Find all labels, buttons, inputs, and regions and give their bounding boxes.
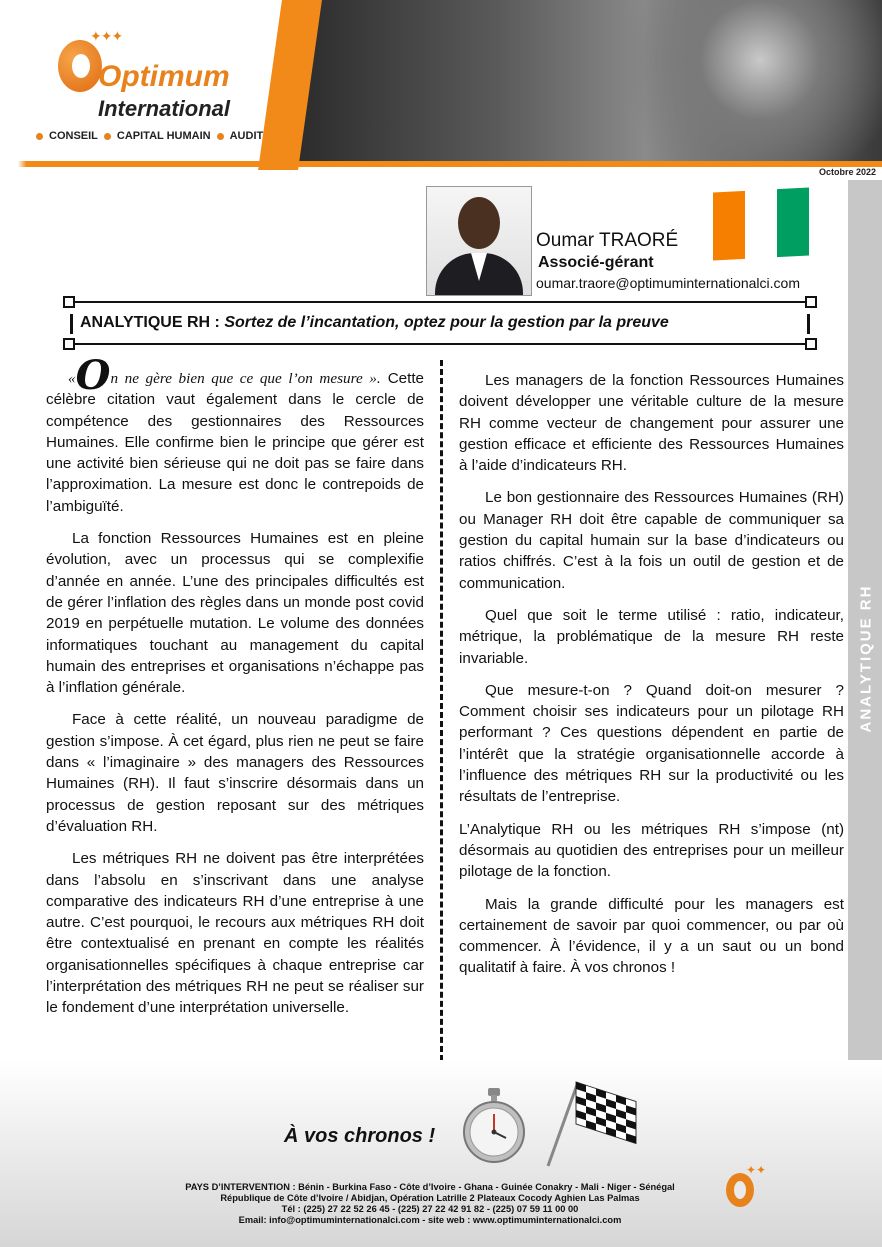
paragraph: Quel que soit le terme utilisé : ratio, indicateur, métrique, la problématique de la mesure RH reste invariable. (459, 606, 844, 667)
footer-address: République de Côte d’Ivoire / Abidjan, Opération Latrille 2 Plateaux Cocody Aghien Las Palmas (220, 1193, 640, 1203)
bullet-icon (36, 133, 43, 140)
author-face (458, 197, 500, 249)
cote-divoire-flag-icon (713, 187, 809, 260)
tagline-item: CONSEIL (49, 130, 98, 142)
paragraph: Les managers de la fonction Ressources Humaines doivent développer une véritable culture de la mesure RH comme vecteur de changement pour assurer une gestion efficace et efficiente des Ressources Humaines à l’aide d’indicateurs RH. (459, 372, 844, 475)
paragraph: Face à cette réalité, un nouveau paradigme de gestion s’impose. À cet égard, plus rien ne peut se faire dans « l’imaginaire » des managers des Ressources Humaines (RH). Il faut s’inscrire désormais dans un processus de gestion reposant sur des métriques d’évaluation RH. (46, 711, 424, 835)
flag-stripe-green (777, 187, 809, 257)
title-rule-bottom (68, 343, 812, 345)
title-bar-right (807, 314, 810, 334)
article-headline: Sortez de l’incantation, optez pour la gestion par la preuve (224, 314, 669, 331)
footer-countries: PAYS D’INTERVENTION : Bénin - Burkina Faso - Côte d’Ivoire - Ghana - Guinée Conakry - Mali - Niger - Sénégal (185, 1182, 675, 1192)
right-column (459, 370, 844, 990)
paragraph: L’Analytique RH ou les métriques RH s’impose (nt) désormais au quotidien des entreprises pour un meilleur pilotage de la fonction. (459, 820, 844, 881)
bullet-icon (104, 133, 111, 140)
footer-phone: Tél : (225) 27 22 52 26 45 - (225) 27 22 42 91 82 - (225) 07 59 11 00 00 (281, 1204, 579, 1214)
header (0, 0, 882, 170)
logo-subname: International (98, 96, 231, 121)
title-corner (805, 338, 817, 350)
paragraph: Le bon gestionnaire des Ressources Humaines (RH) ou Manager RH doit être capable de communiquer sa gestion du capital humain sur la base d’indicateurs ou ratios chiffrés. C’est à la fois un outil de gestion et de communication. (459, 489, 844, 592)
logo-stars-icon: ✦✦✦ (90, 28, 123, 44)
article-kicker: ANALYTIQUE RH : (80, 314, 220, 331)
header-orange-band (0, 161, 882, 167)
left-column (46, 352, 424, 1030)
side-label: ANALYTIQUE RH (857, 584, 875, 733)
footer-email-web[interactable]: Email: info@optimuminternationalci.com - site web : www.optimuminternationalci.com (238, 1215, 622, 1225)
title-corner (63, 296, 75, 308)
drop-cap: O (75, 352, 111, 399)
paragraph: Les métriques RH ne doivent pas être interprétées dans l’absolu en s’inscrivant dans une analyse comparative des indicateurs RH d’une entreprise à une autre. C’est pourquoi, le recours aux métriques RH doit être contextualisé en prenant en compte les réalités organisationnelles spécifiques à chaque entreprise car l’interprétation des métriques RH ne peut se réaliser sur le fondement d’une interprétation universelle. (46, 850, 424, 1017)
author-email[interactable]: oumar.traore@optimuminternationalci.com (536, 275, 800, 291)
title-bar-left (70, 314, 73, 334)
flag-stripe-white (745, 189, 777, 259)
author-role: Associé-gérant (538, 254, 654, 271)
stopwatch-icon (462, 1088, 526, 1164)
author-name: Oumar TRAORÉ (536, 230, 679, 251)
paragraph: La fonction Ressources Humaines est en pleine évolution, avec un processus qui se complexifie d’année en année. L’une des principales difficultés est de gérer l’inflation des règles dans un monde post covid 2019 en perpétuelle mutation. Le volume des données informatiques touchant au management du capital humain des entreprises et organisations n’échappe pas à l’inflation générale. (46, 530, 424, 697)
intro-paragraph (46, 352, 424, 517)
paragraph: Mais la grande difficulté pour les managers est certainement de savoir par quoi commencer, ou par où commencer. À l’évidence, il y a un saut ou un bond qualitatif à faire. À vos chronos ! (459, 895, 844, 977)
svg-text:✦✦: ✦✦ (746, 1163, 767, 1177)
stopwatch-photo-highlight (290, 0, 882, 162)
author-photo (426, 186, 532, 296)
title-rule-top (68, 301, 812, 303)
logo-mark-hole (72, 54, 90, 78)
checkered-flag-icon (540, 1078, 640, 1168)
intro-text: Cette célèbre citation vaut également dans le cercle de compétence des gestionnaires des Ressources Humaines. Elle confirme bien le principe que gérer est une activité bien sérieuse qui ne doit pas se faire dans l’approximation. La mesure est donc le contrepoids de l’ambiguïté. (46, 370, 424, 515)
footer-logo-icon (718, 1160, 768, 1210)
tagline-item: CAPITAL HUMAIN (116, 130, 211, 142)
title-corner (805, 296, 817, 308)
footer-slogan: À vos chronos ! (284, 1125, 436, 1147)
paragraph: Que mesure-t-on ? Quand doit-on mesurer ? Comment choisir ses indicateurs pour un pilotage RH performant ? Ces questions dépendent en partie de l’intérêt que la stratégie organisationnelle accorde à l’influence des métriques RH sur la productivité ou les résultats de l’entreprise. (459, 681, 844, 806)
footer-contact (100, 1182, 760, 1226)
title-corner (63, 338, 75, 350)
bullet-icon (217, 133, 224, 140)
article-title (80, 314, 669, 332)
header-photo (290, 0, 882, 162)
quote-text: n ne gère bien que ce que l’on mesure ». (110, 370, 381, 387)
issue-date: Octobre 2022 (818, 167, 876, 177)
flag-stripe-orange (713, 191, 745, 261)
tagline (36, 130, 263, 142)
logo-name: Optimum (98, 60, 230, 93)
quote-open: « (68, 370, 76, 387)
column-divider (440, 360, 443, 1070)
tagline-item: AUDIT (229, 130, 264, 142)
